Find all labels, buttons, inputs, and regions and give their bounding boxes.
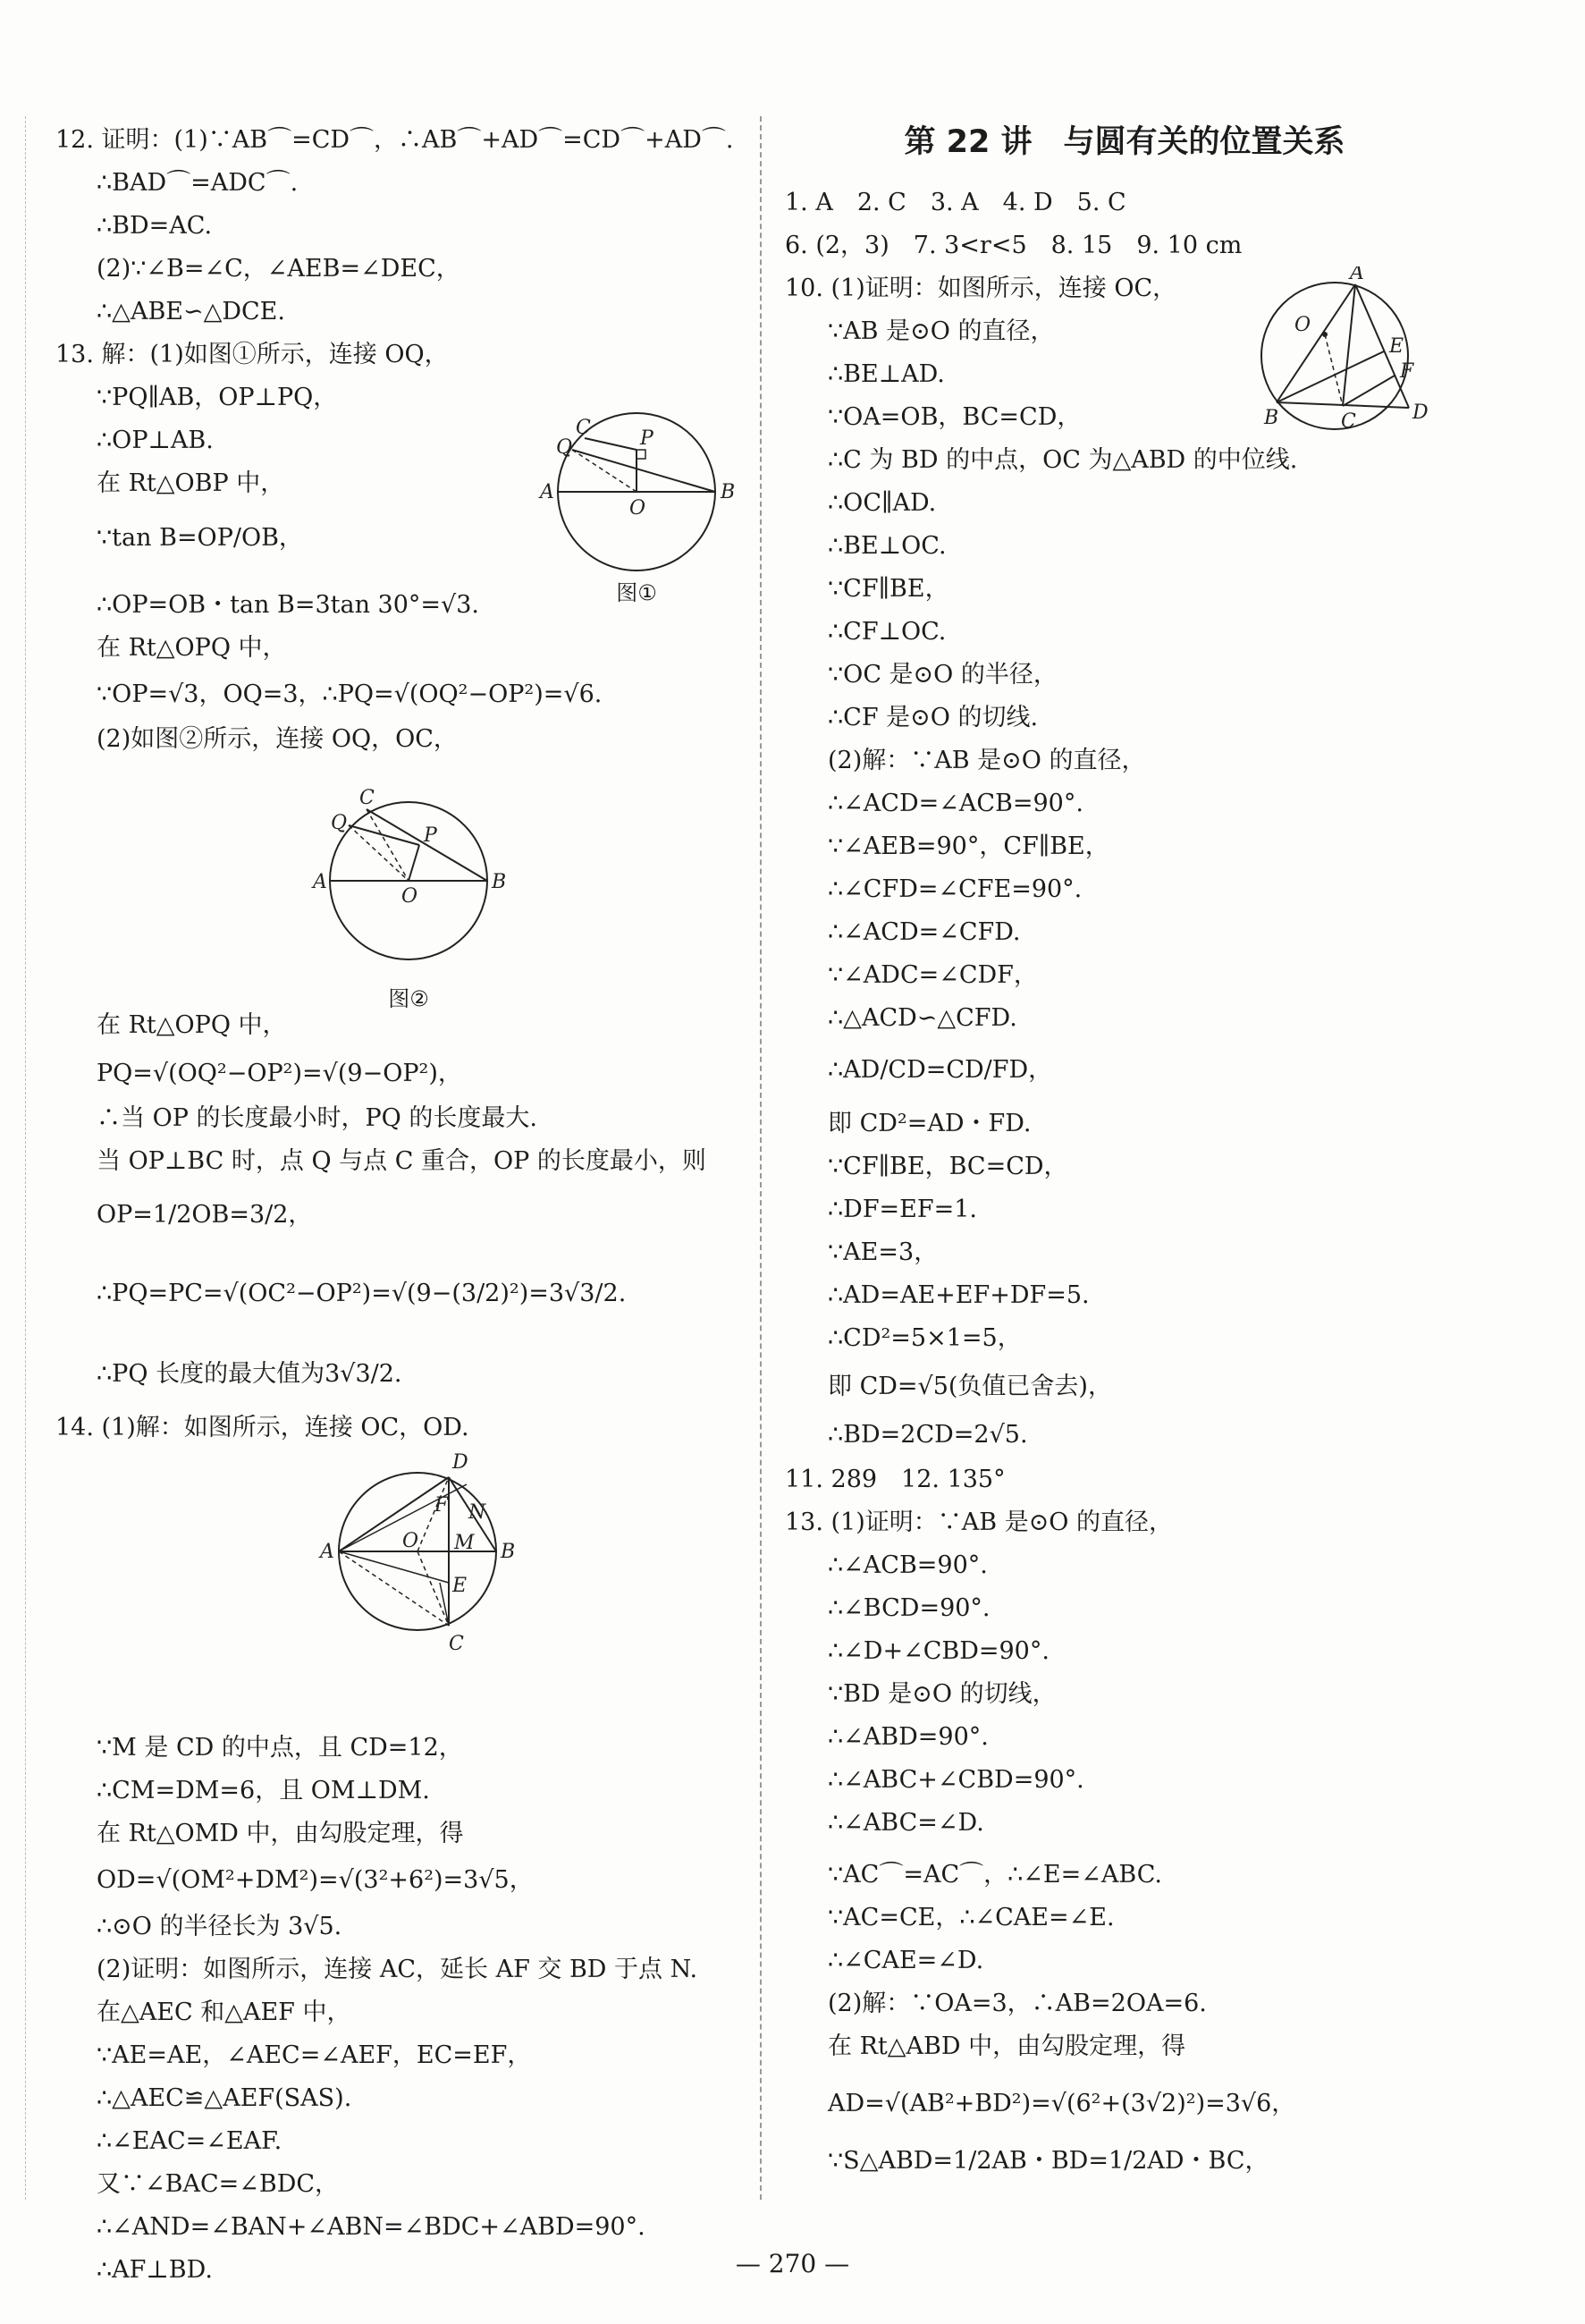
answer-line: 10. (1)证明：如图所示，连接 OC， bbox=[785, 275, 1177, 302]
answer-line: 13. (1)证明：∵AB 是⊙O 的直径， bbox=[785, 1508, 1174, 1536]
answer-line: (2)∵∠B=∠C，∠AEB=∠DEC， bbox=[97, 255, 460, 283]
svg-text:M: M bbox=[454, 1532, 475, 1554]
answer-line: ∴CD²=5×1=5， bbox=[828, 1324, 1022, 1352]
answer-line: OP=1/2OB=3/2， bbox=[97, 1201, 313, 1229]
svg-text:C: C bbox=[359, 787, 375, 809]
figure-1 bbox=[520, 398, 753, 604]
svg-text:D: D bbox=[452, 1451, 468, 1474]
answer-line: ∴∠CFD=∠CFE=90°. bbox=[828, 875, 1083, 903]
figure-2-diagram bbox=[297, 782, 520, 984]
answer-line: 在 Rt△OPQ 中， bbox=[97, 1011, 287, 1039]
answer-line: ∴DF=EF=1. bbox=[828, 1196, 978, 1223]
answer-line: ∵OA=OB，BC=CD， bbox=[828, 403, 1082, 431]
answer-line: ∴AD=AE+EF+DF=5. bbox=[828, 1281, 1090, 1309]
answer-line: ∴OP=OB・tan B=3tan 30°=√3. bbox=[97, 591, 480, 619]
answer-line: ∴∠ABD=90°. bbox=[828, 1723, 989, 1751]
figure-1-diagram bbox=[520, 398, 753, 577]
answer-line: ∵M 是 CD 的中点，且 CD=12， bbox=[97, 1734, 463, 1762]
answer-line: ∴∠D+∠CBD=90°. bbox=[828, 1637, 1050, 1665]
page-number: — 270 — bbox=[735, 2249, 850, 2278]
answer-line: (2)证明：如图所示，连接 AC，延长 AF 交 BD 于点 N. bbox=[97, 1956, 698, 1983]
svg-text:A: A bbox=[540, 481, 554, 503]
answer-line: ∵OP=√3，OQ=3，∴PQ=√(OQ²−OP²)=√6. bbox=[97, 680, 603, 708]
svg-text:A: A bbox=[320, 1541, 334, 1563]
svg-text:C: C bbox=[1341, 410, 1356, 433]
answer-line: 6. (2，3) 7. 3<r<5 8. 15 9. 10 cm bbox=[785, 232, 1243, 259]
answer-line: (2)如图②所示，连接 OQ，OC， bbox=[97, 725, 458, 753]
answer-line: ∴∠CAE=∠D. bbox=[828, 1947, 984, 1974]
answer-line: ∵AE=3， bbox=[828, 1238, 939, 1266]
answer-line: (2)解：∵OA=3，∴AB=2OA=6. bbox=[828, 1990, 1207, 2017]
svg-text:Q: Q bbox=[331, 812, 348, 834]
svg-text:A: A bbox=[1350, 266, 1364, 284]
answer-line: ∴OP⊥AB. bbox=[97, 427, 214, 454]
answer-line: ∴∠ACD=∠ACB=90°. bbox=[828, 790, 1083, 817]
svg-text:A: A bbox=[313, 871, 327, 893]
answer-line: 13. 解：(1)如图①所示，连接 OQ， bbox=[55, 341, 449, 368]
answer-line: ∴∠BCD=90°. bbox=[828, 1594, 991, 1622]
answer-line: OD=√(OM²+DM²)=√(3²+6²)=3√5， bbox=[97, 1866, 534, 1894]
svg-text:E: E bbox=[452, 1575, 468, 1597]
answer-line: ∴∠ACB=90°. bbox=[828, 1551, 988, 1579]
answer-line: ∵CF∥BE， bbox=[828, 575, 949, 603]
answer-line: ∵AB 是⊙O 的直径， bbox=[828, 317, 1055, 345]
answer-line: ∴△AEC≌△AEF(SAS). bbox=[97, 2084, 352, 2112]
figure-3 bbox=[306, 1449, 529, 1663]
svg-text:B: B bbox=[492, 871, 507, 893]
svg-text:C: C bbox=[449, 1633, 464, 1655]
answer-line: 在△AEC 和△AEF 中， bbox=[97, 1999, 351, 2026]
answer-line: 12. 证明：(1)∵AB⌒=CD⌒，∴AB⌒+AD⌒=CD⌒+AD⌒. bbox=[55, 126, 734, 154]
svg-text:O: O bbox=[402, 1530, 419, 1552]
answer-line: ∴BE⊥AD. bbox=[828, 360, 945, 388]
answer-line: ∴∠ABC=∠D. bbox=[828, 1809, 984, 1837]
svg-text:D: D bbox=[1412, 401, 1429, 424]
answer-line: AD=√(AB²+BD²)=√(6²+(3√2)²)=3√6， bbox=[828, 2090, 1296, 2117]
answer-line: ∵AC⌒=AC⌒，∴∠E=∠ABC. bbox=[828, 1861, 1162, 1889]
answer-line: ∴BD=2CD=2√5. bbox=[828, 1421, 1028, 1449]
answer-line: ∵OC 是⊙O 的半径， bbox=[828, 661, 1058, 689]
svg-text:O: O bbox=[629, 497, 646, 520]
svg-text:Q: Q bbox=[556, 436, 573, 459]
answer-line: 11. 289 12. 135° bbox=[785, 1466, 1006, 1493]
svg-text:B: B bbox=[721, 481, 736, 503]
answer-line: ∵AE=AE，∠AEC=∠AEF，EC=EF， bbox=[97, 2041, 532, 2069]
answer-line: 1. A 2. C 3. A 4. D 5. C bbox=[785, 189, 1126, 216]
svg-text:F: F bbox=[434, 1494, 449, 1517]
figure-2 bbox=[297, 782, 520, 1024]
answer-line: 在 Rt△OPQ 中， bbox=[97, 634, 287, 662]
answer-line: ∴CM=DM=6，且 OM⊥DM. bbox=[97, 1777, 430, 1804]
svg-text:N: N bbox=[468, 1501, 486, 1524]
answer-line: ∵PQ∥AB，OP⊥PQ， bbox=[97, 384, 338, 411]
answer-line: ∴AF⊥BD. bbox=[97, 2256, 213, 2284]
answer-line: ∴BE⊥OC. bbox=[828, 532, 947, 560]
answer-line: ∵S△ABD=1/2AB・BD=1/2AD・BC， bbox=[828, 2147, 1269, 2175]
answer-line: ∴CF 是⊙O 的切线. bbox=[828, 704, 1039, 731]
answer-line: ∴BAD⌒=ADC⌒. bbox=[97, 169, 299, 197]
answer-line: ∴当 OP 的长度最小时，PQ 的长度最大. bbox=[97, 1104, 537, 1132]
answer-line: ∴∠ACD=∠CFD. bbox=[828, 918, 1021, 946]
svg-text:B: B bbox=[501, 1541, 516, 1563]
answer-line: 在 Rt△OBP 中， bbox=[97, 469, 285, 497]
answer-line: PQ=√(OQ²−OP²)=√(9−OP²)， bbox=[97, 1060, 462, 1087]
answer-line: ∵tan B=OP/OB， bbox=[97, 524, 303, 552]
answer-line: (2)解：∵AB 是⊙O 的直径， bbox=[828, 747, 1146, 774]
svg-text:B: B bbox=[1264, 407, 1279, 429]
column-divider bbox=[760, 116, 762, 2200]
answer-line: ∵AC=CE，∴∠CAE=∠E. bbox=[828, 1904, 1115, 1931]
answer-line: ∴AD/CD=CD/FD， bbox=[828, 1056, 1053, 1084]
answer-line: ∴OC∥AD. bbox=[828, 489, 937, 517]
answer-line: ∵∠AEB=90°，CF∥BE， bbox=[828, 832, 1109, 860]
answer-line: 14. (1)解：如图所示，连接 OC，OD. bbox=[55, 1414, 469, 1441]
figure-q10-diagram bbox=[1250, 266, 1455, 445]
answer-line: ∴△ACD∽△CFD. bbox=[828, 1004, 1017, 1032]
answer-line: ∴BD=AC. bbox=[97, 212, 213, 240]
answer-line: ∵BD 是⊙O 的切线， bbox=[828, 1680, 1057, 1708]
svg-text:O: O bbox=[1294, 314, 1311, 336]
svg-text:C: C bbox=[576, 417, 591, 439]
answer-line: 即 CD²=AD・FD. bbox=[828, 1110, 1032, 1137]
svg-text:P: P bbox=[640, 427, 653, 450]
section-title: 第 22 讲 与圆有关的位置关系 bbox=[904, 124, 1345, 160]
answer-line: 当 OP⊥BC 时，点 Q 与点 C 重合，OP 的长度最小，则 bbox=[97, 1147, 706, 1175]
answer-line: ∴∠ABC+∠CBD=90°. bbox=[828, 1766, 1084, 1794]
page-edge-line bbox=[25, 116, 26, 2200]
answer-line: ∴△ABE∽△DCE. bbox=[97, 298, 285, 325]
svg-text:E: E bbox=[1389, 335, 1404, 358]
svg-text:F: F bbox=[1400, 360, 1414, 383]
answer-line: ∴CF⊥OC. bbox=[828, 618, 947, 646]
svg-text:P: P bbox=[424, 824, 437, 847]
answer-line: ∵∠ADC=∠CDF， bbox=[828, 961, 1038, 989]
svg-text:O: O bbox=[401, 885, 418, 908]
answer-line: 在 Rt△OMD 中，由勾股定理，得 bbox=[97, 1820, 464, 1847]
answer-line: ∴PQ=PC=√(OC²−OP²)=√(9−(3/2)²)=3√3/2. bbox=[97, 1280, 627, 1307]
answer-line: 又∵∠BAC=∠BDC， bbox=[97, 2170, 340, 2198]
figure-1-caption: 图① bbox=[616, 580, 657, 605]
answer-line: ∵CF∥BE，BC=CD， bbox=[828, 1153, 1068, 1180]
answer-line: ∴∠AND=∠BAN+∠ABN=∠BDC+∠ABD=90°. bbox=[97, 2213, 645, 2241]
figure-2-caption: 图② bbox=[388, 986, 429, 1011]
answer-line: 即 CD=√5(负值已舍去)， bbox=[828, 1373, 1112, 1400]
answer-line: 在 Rt△ABD 中，由勾股定理，得 bbox=[828, 2032, 1186, 2060]
answer-line: ∴PQ 长度的最大值为3√3/2. bbox=[97, 1360, 402, 1388]
answer-line: ∴⊙O 的半径长为 3√5. bbox=[97, 1913, 342, 1940]
answer-line: ∴C 为 BD 的中点，OC 为△ABD 的中位线. bbox=[828, 446, 1298, 474]
answer-line: ∴∠EAC=∠EAF. bbox=[97, 2127, 282, 2155]
figure-3-diagram bbox=[306, 1449, 529, 1659]
figure-q10 bbox=[1250, 266, 1455, 445]
